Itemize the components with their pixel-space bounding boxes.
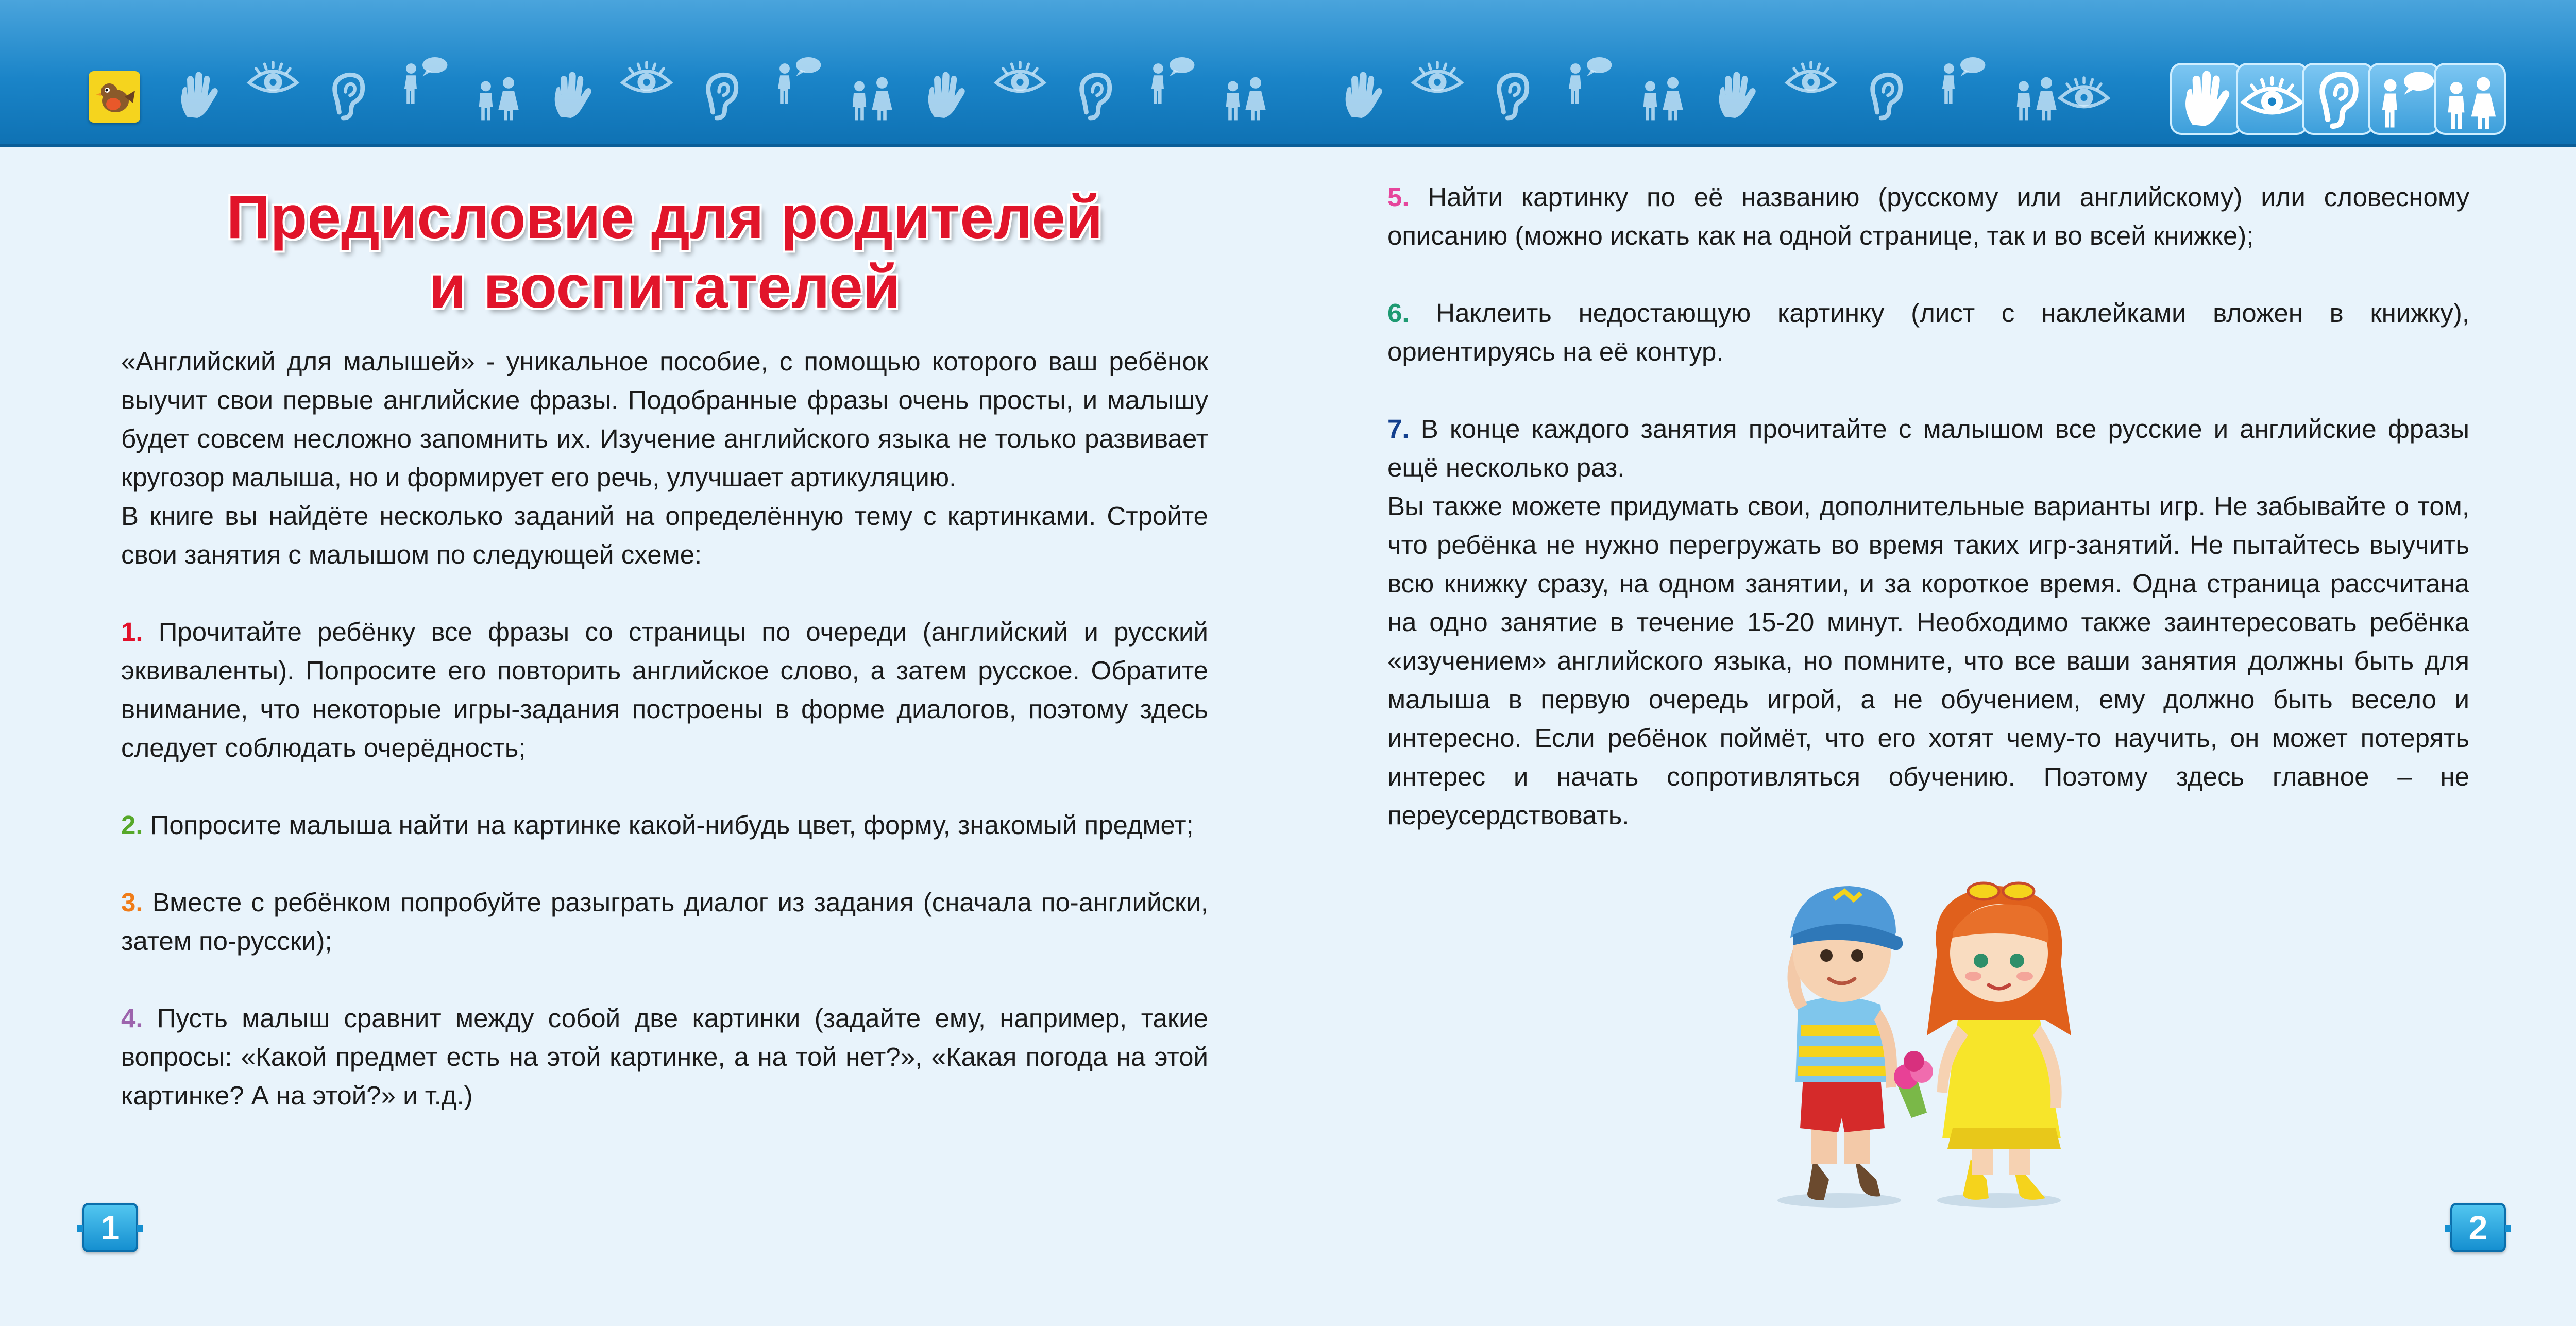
- step-number: 6.: [1387, 298, 1410, 328]
- intro-paragraph-2: В книге вы найдёте несколько заданий на определённую тему с картинками. Стройте свои занятия с малышом по следующей схеме:: [121, 501, 1208, 570]
- boy-figure: [1777, 886, 1903, 1208]
- hand-icon: [1708, 67, 1765, 124]
- eye-icon: [245, 52, 301, 108]
- step-2: [121, 806, 1208, 844]
- eye-icon: [1783, 52, 1839, 108]
- two-children-icon: [469, 67, 526, 124]
- intro-paragraph: «Английский для малышей» - уникальное пособие, с помощью которого ваш ребёнок выучит свои первые английские фразы. Подобранные фразы очень просты, и малышу будет совсем несложно запомнить их. Изучение английского языка не только развивает кругозор малыша, но и формирует его речь, улучшает артикуляцию.: [121, 347, 1208, 492]
- step-number: 5.: [1387, 182, 1410, 212]
- two-children-icon: [842, 67, 899, 124]
- girl-figure: [1927, 883, 2071, 1208]
- ear-icon: [1066, 67, 1123, 124]
- bird-logo-icon: [89, 71, 140, 123]
- header-banner: [0, 0, 2576, 147]
- eye-icon: [2056, 67, 2112, 124]
- step-number: 3.: [121, 888, 143, 917]
- closing-paragraph: Вы также можете придумать свои, дополнительные варианты игр. Не забывайте о том, что ребёнка не нужно перегружать во время таких игр-занятий. Не пытайтесь выучить всю книжку сразу, на одном занятии, и за короткое время. Одна страница рассчитана на одно занятие в течение 15-20 минут. Необходимо также заинтересовать ребёнка «изучением» английского языка, но помните, что все ваши занятия должны быть для малыша в первую очередь игрой, а не обучением, ему должно быть весело и интересно. Если ребёнок поймёт, что его хотят чему-то научить, он может потерять интерес и начать сопротивляться обучению. Поэтому здесь главное – не переусердствовать.: [1387, 491, 2469, 830]
- step-text: Наклеить недостающую картинку (лист с наклейками вложен в книжку), ориентируясь на её контур.: [1387, 298, 2469, 366]
- two-children-icon: [1633, 67, 1690, 124]
- step-6: [1387, 294, 2469, 371]
- highlight-two-children-icon: [2434, 63, 2506, 135]
- title-line-2: и воспитателей: [429, 252, 901, 321]
- speaking-child-icon: [1932, 52, 1989, 108]
- page-title: [121, 183, 1208, 321]
- hand-icon: [170, 67, 227, 124]
- highlight-eye-icon: [2236, 63, 2308, 135]
- step-text: Прочитайте ребёнку все фразы со страницы по очереди (английский и русский эквиваленты). Попросите его повторить английское слово, а затем русское. Обратите внимание, что некоторые игры-задания построены в форме диалогов, поэтому здесь следует соблюдать очерёдность;: [121, 617, 1208, 763]
- step-text: В конце каждого занятия прочитайте с малышом все русские и английские фразы ещё несколько раз.: [1387, 414, 2470, 482]
- ear-icon: [1484, 67, 1540, 124]
- speaking-child-icon: [1558, 52, 1615, 108]
- highlight-ear-icon: [2302, 63, 2374, 135]
- ear-icon: [319, 67, 376, 124]
- step-text: Вместе с ребёнком попробуйте разыграть диалог из задания (сначала по-английски, затем по-русски);: [121, 888, 1208, 956]
- eye-icon: [618, 52, 675, 108]
- highlight-speaking-child-icon: [2368, 63, 2440, 135]
- right-page-column: [1387, 178, 2469, 835]
- left-page-column: [121, 183, 1208, 1115]
- step-number: 4.: [121, 1004, 143, 1033]
- hand-icon: [917, 67, 974, 124]
- step-number: 1.: [121, 617, 143, 647]
- step-7: [1387, 410, 2469, 487]
- two-children-icon: [1216, 67, 1273, 124]
- two-children-icon: [2007, 67, 2063, 124]
- step-5: [1387, 178, 2469, 255]
- highlight-hand-icon: [2170, 63, 2242, 135]
- step-text: Пусть малыш сравнит между собой две картинки (задайте ему, например, такие вопросы: «Какой предмет есть на этой картинке, а на той нет?», «Какая погода на этой картинке? А на этой?» и т.д.): [121, 1004, 1209, 1111]
- speaking-child-icon: [1141, 52, 1198, 108]
- title-line-1: Предисловие для родителей: [226, 183, 1103, 251]
- ear-icon: [693, 67, 750, 124]
- page-number-right: 2: [2450, 1203, 2506, 1252]
- step-text: Найти картинку по её названию (русскому или английскому) или словесному описанию (можно искать как на одной странице, так и во всей книжке);: [1387, 182, 2469, 250]
- eye-icon: [992, 52, 1048, 108]
- step-number: 7.: [1387, 414, 1410, 444]
- two-children-illustration: [1741, 850, 2133, 1211]
- speaking-child-icon: [768, 52, 824, 108]
- step-1: [121, 613, 1208, 767]
- page-number-left: 1: [82, 1203, 138, 1252]
- hand-icon: [1334, 67, 1391, 124]
- step-4: [121, 999, 1208, 1115]
- eye-icon: [1409, 52, 1466, 108]
- speaking-child-icon: [394, 52, 451, 108]
- step-3: [121, 883, 1208, 960]
- ear-icon: [1857, 67, 1914, 124]
- flower-bouquet: [1894, 1051, 1933, 1118]
- step-number: 2.: [121, 810, 143, 840]
- hand-icon: [544, 67, 600, 124]
- step-text: Попросите малыша найти на картинке какой-нибудь цвет, форму, знакомый предмет;: [150, 810, 1194, 840]
